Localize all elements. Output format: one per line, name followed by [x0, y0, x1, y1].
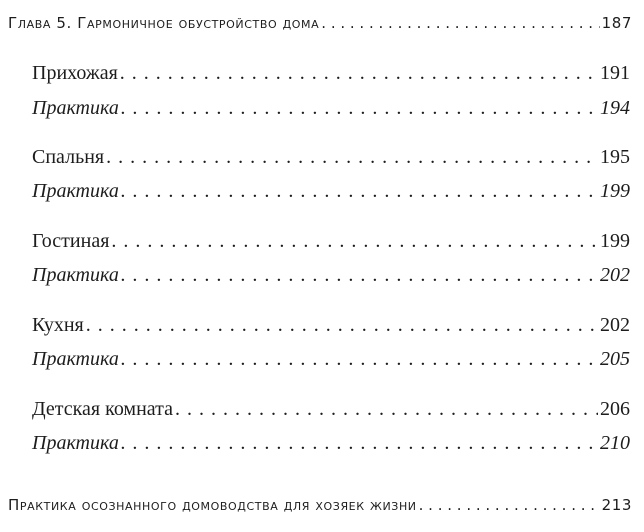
toc-entry	[32, 398, 630, 421]
practice-title: Практика	[32, 348, 119, 370]
toc-entry	[32, 146, 630, 169]
practice-title: Практика	[32, 180, 119, 202]
entry-title: Кухня	[32, 314, 84, 336]
dot-leader	[121, 97, 598, 120]
practice-title: Практика	[32, 97, 119, 119]
dot-leader	[121, 432, 598, 455]
entry-title: Гостиная	[32, 230, 110, 252]
entry-page-number: 202	[600, 314, 630, 336]
dot-leader	[106, 146, 598, 169]
entry-title: Детская комната	[32, 398, 174, 420]
toc-practice-entry	[32, 264, 630, 287]
toc-chapter-heading	[8, 14, 632, 32]
toc-practice-entry	[32, 348, 630, 371]
dot-leader	[111, 230, 598, 253]
dot-leader	[419, 496, 600, 514]
toc-entry	[32, 230, 630, 253]
toc-entry	[32, 62, 630, 85]
dot-leader	[121, 180, 598, 203]
entry-page-number: 191	[600, 62, 630, 84]
entry-title: Прихожая	[32, 62, 118, 84]
chapter-title: Глава 5. Гармоничное обустройство дома	[8, 14, 320, 32]
practice-page-number: 210	[600, 432, 630, 454]
toc-closing-heading	[8, 496, 632, 514]
dot-leader	[121, 348, 598, 371]
dot-leader	[121, 264, 598, 287]
chapter-page-number: 187	[601, 14, 632, 32]
practice-page-number: 205	[600, 348, 630, 370]
practice-title: Практика	[32, 432, 119, 454]
dot-leader	[120, 62, 598, 85]
entry-page-number: 206	[600, 398, 630, 420]
toc-practice-entry	[32, 97, 630, 120]
entry-title: Спальня	[32, 146, 105, 168]
dot-leader	[175, 398, 598, 421]
toc-practice-entry	[32, 432, 630, 455]
toc-entry	[32, 314, 630, 337]
closing-title: Практика осознанного домоводства для хозяек жизни	[8, 496, 417, 514]
closing-page-number: 213	[601, 496, 632, 514]
dot-leader	[86, 314, 598, 337]
practice-page-number: 199	[600, 180, 630, 202]
dot-leader	[321, 14, 599, 32]
entry-page-number: 195	[600, 146, 630, 168]
toc-practice-entry	[32, 180, 630, 203]
practice-page-number: 194	[600, 97, 630, 119]
entry-page-number: 199	[600, 230, 630, 252]
practice-title: Практика	[32, 264, 119, 286]
practice-page-number: 202	[600, 264, 630, 286]
